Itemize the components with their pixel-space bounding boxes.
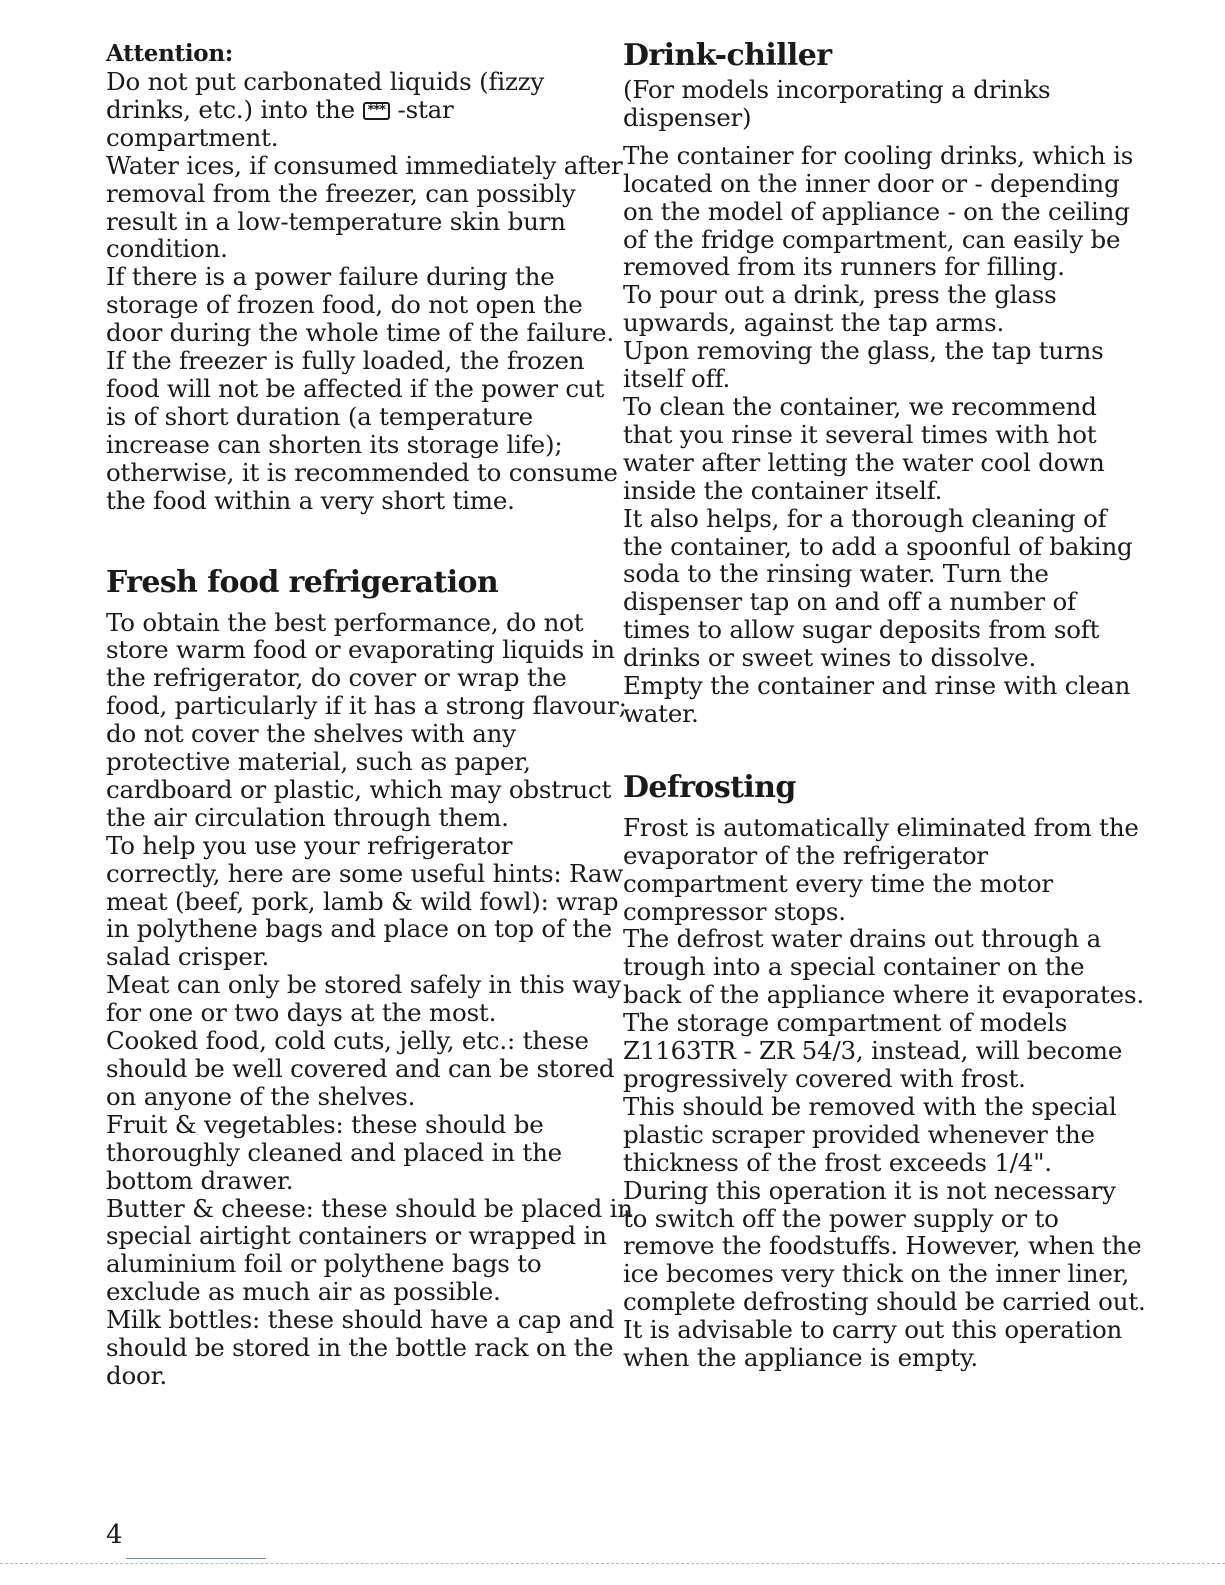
section-heading: Drink-chiller: [623, 38, 832, 73]
attention-body: [106, 122, 623, 515]
attention-section: [106, 40, 623, 515]
text-line: compressor stops.: [623, 896, 846, 926]
text-line: should be well covered and can be stored: [106, 1054, 615, 1083]
page-number: 4: [106, 1520, 123, 1550]
text-line: Upon removing the glass, the tap turns: [623, 336, 1104, 366]
text-line: plastic scraper provided whenever the: [623, 1119, 1095, 1149]
text-line: Fruit & vegetables: these should be: [106, 1109, 544, 1139]
text-line: Do not put carbonated liquids (fizzy: [106, 67, 545, 96]
text-line: (For models incorporating a drinks: [623, 75, 1051, 104]
defrosting-section: [623, 768, 1146, 1373]
text-line: food, particularly if it has a strong flavour;: [106, 691, 627, 721]
text-line: complete defrosting should be carried out.: [623, 1287, 1146, 1317]
text-line: remove the foodstuffs. However, when the: [623, 1231, 1142, 1261]
text-line: protective material, such as paper,: [106, 747, 531, 777]
text-line: result in a low-temperature skin burn: [106, 206, 566, 236]
scan-edge-divider: [0, 1563, 1225, 1564]
text-line: bottom drawer.: [106, 1165, 294, 1195]
text-line: inside the container itself.: [623, 475, 943, 505]
text-line: should be stored in the bottle rack on the: [106, 1333, 614, 1363]
text-line: special airtight containers or wrapped in: [106, 1221, 607, 1251]
text-line: of the fridge compartment, can easily be: [623, 224, 1121, 254]
fresh-food-section: [106, 563, 633, 1390]
text-line: Cooked food, cold cuts, jelly, etc.: these: [106, 1026, 589, 1056]
text-line: store warm food or evaporating liquids in: [106, 635, 615, 665]
fresh-food-body: [106, 607, 633, 1390]
text-line: salad crisper.: [106, 942, 270, 972]
text-line: otherwise, it is recommended to consume: [106, 457, 618, 487]
text-line: cardboard or plastic, which may obstruct: [106, 774, 612, 804]
section-heading: Fresh food refrigeration: [106, 564, 499, 600]
text-line: in polythene bags and place on top of the: [106, 914, 612, 944]
text-line: Water ices, if consumed immediately after: [106, 150, 623, 180]
text-line: dispenser): [623, 102, 752, 132]
text-line: progressively covered with frost.: [623, 1064, 1026, 1093]
text-fragment: -star: [397, 94, 454, 124]
text-line: exclude as much air as possible.: [106, 1277, 501, 1307]
text-line: To help you use your refrigerator: [106, 830, 513, 860]
text-line: on the model of appliance - on the ceiling: [623, 196, 1130, 226]
text-line: increase can shorten its storage life);: [106, 429, 563, 459]
text-line: dispenser tap on and off a number of: [623, 587, 1076, 617]
text-line: back of the appliance where it evaporates.: [623, 980, 1144, 1010]
text-line: evaporator of the refrigerator: [623, 840, 988, 870]
text-line-with-star: [106, 96, 596, 124]
text-line: compartment every time the motor: [623, 868, 1053, 898]
three-star-icon: ***: [363, 102, 390, 120]
text-line: ice becomes very thick on the inner liner,: [623, 1259, 1130, 1289]
section-heading: Defrosting: [623, 769, 796, 805]
text-line: times to allow sugar deposits from soft: [623, 615, 1100, 645]
text-line: To pour out a drink, press the glass: [623, 280, 1057, 310]
text-line: for one or two days at the most.: [106, 998, 497, 1028]
text-line: when the appliance is empty.: [623, 1343, 978, 1373]
text-line: door during the whole time of the failure.: [106, 318, 614, 348]
text-line: thickness of the frost exceeds 1/4".: [623, 1147, 1052, 1177]
text-line: If the freezer is fully loaded, the frozen: [106, 346, 585, 376]
text-line: the food within a very short time.: [106, 485, 515, 515]
text-line: soda to the rinsing water. Turn the: [623, 559, 1049, 589]
text-line: The defrost water drains out through a: [623, 924, 1102, 954]
attention-heading: Attention:: [106, 40, 233, 67]
text-line: itself off.: [623, 364, 731, 394]
text-line: door.: [106, 1360, 167, 1390]
text-line: trough into a special container on the: [623, 952, 1085, 982]
text-line: Meat can only be stored safely in this way: [106, 970, 621, 1000]
text-line: Z1163TR - ZR 54/3, instead, will become: [623, 1036, 1123, 1066]
text-line: The container for cooling drinks, which is: [623, 140, 1134, 170]
text-line: Frost is automatically eliminated from the: [623, 812, 1139, 842]
text-line: upwards, against the tap arms.: [623, 308, 1005, 338]
drink-chiller-section: [623, 36, 1134, 728]
text-line: It is advisable to carry out this operation: [623, 1315, 1123, 1345]
text-line: compartment.: [106, 122, 279, 152]
text-line: the air circulation through them.: [106, 802, 509, 832]
text-line: to switch off the power supply or to: [623, 1203, 1059, 1233]
text-line: food will not be affected if the power cut: [106, 373, 605, 403]
text-line: storage of frozen food, do not open the: [106, 290, 583, 320]
scan-edge-mark: [126, 1558, 266, 1559]
text-line: removal from the freezer, can possibly: [106, 178, 576, 208]
right-column: [623, 38, 1146, 1373]
text-line: is of short duration (a temperature: [106, 401, 533, 431]
text-line: correctly, here are some useful hints: Raw: [106, 858, 624, 888]
text-line: This should be removed with the special: [623, 1091, 1117, 1121]
text-fragment: drinks, etc.) into the: [106, 94, 355, 124]
text-line: aluminium foil or polythene bags to: [106, 1249, 542, 1279]
text-line: The storage compartment of models: [623, 1008, 1068, 1038]
text-line: thoroughly cleaned and placed in the: [106, 1137, 562, 1167]
text-line: If there is a power failure during the: [106, 262, 555, 292]
text-line: Milk bottles: these should have a cap and: [106, 1305, 615, 1335]
text-line: the refrigerator, do cover or wrap the: [106, 663, 567, 693]
text-line: on anyone of the shelves.: [106, 1081, 416, 1111]
text-line: To clean the container, we recommend: [623, 391, 1097, 421]
drink-chiller-body: [623, 140, 1134, 728]
text-line: removed from its runners for filling.: [623, 252, 1065, 282]
text-line: meat (beef, pork, lamb & wild fowl): wrap: [106, 886, 619, 916]
text-line: During this operation it is not necessary: [623, 1175, 1116, 1205]
text-line: It also helps, for a thorough cleaning of: [623, 503, 1107, 533]
left-column: [106, 40, 633, 1390]
text-line: condition.: [106, 234, 228, 264]
text-line: do not cover the shelves with any: [106, 719, 516, 749]
text-line: To obtain the best performance, do not: [106, 607, 584, 637]
text-line: located on the inner door or - depending: [623, 168, 1120, 198]
text-line: water after letting the water cool down: [623, 447, 1105, 477]
text-line: Empty the container and rinse with clean: [623, 671, 1131, 701]
text-line: that you rinse it several times with hot: [623, 419, 1097, 449]
text-line: drinks or sweet wines to dissolve.: [623, 643, 1037, 673]
drink-intro: [623, 76, 1123, 132]
text-line: the container, to add a spoonful of baking: [623, 531, 1133, 561]
text-line: water.: [623, 698, 699, 728]
text-line: Butter & cheese: these should be placed in: [106, 1193, 633, 1223]
defrosting-body: [623, 812, 1146, 1373]
